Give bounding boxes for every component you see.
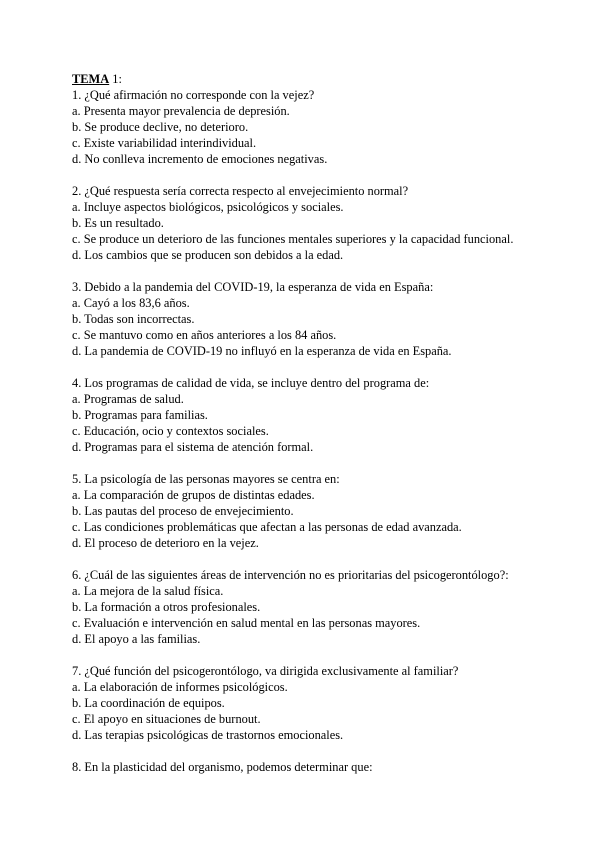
answer-option: d. Los cambios que se producen son debidos a la edad. [72,248,344,262]
answer-option: c. Educación, ocio y contextos sociales. [72,424,269,438]
answer-option: c. Se produce un deterioro de las funciones mentales superiores y la capacidad funcional. [72,232,514,246]
question-text: 5. La psicología de las personas mayores se centra en: [72,472,340,486]
tema-label: TEMA [72,72,110,86]
answer-option: d. La pandemia de COVID-19 no influyó en la esperanza de vida en España. [72,344,452,358]
answer-option: c. Las condiciones problemáticas que afectan a las personas de edad avanzada. [72,520,462,534]
answer-option: d. No conlleva incremento de emociones negativas. [72,152,328,166]
question-block [72,567,542,647]
question-block [72,183,542,263]
answer-option: d. Las terapias psicológicas de trastornos emocionales. [72,728,344,742]
answer-option: d. El apoyo a las familias. [72,632,201,646]
question-block [72,87,542,167]
answer-option: c. Evaluación e intervención en salud mental en las personas mayores. [72,616,421,630]
answer-option: a. La mejora de la salud física. [72,584,224,598]
document-page [72,71,542,791]
answer-option: b. La coordinación de equipos. [72,696,225,710]
question-block [72,375,542,455]
question-text: 8. En la plasticidad del organismo, podemos determinar que: [72,760,373,774]
question-text: 6. ¿Cuál de las siguientes áreas de intervención no es prioritarias del psicogerontólogo?: [72,568,509,582]
question-text: 3. Debido a la pandemia del COVID-19, la esperanza de vida en España: [72,280,434,294]
question-block [72,471,542,551]
question-list [72,87,542,775]
answer-option: b. Es un resultado. [72,216,164,230]
answer-option: b. Las pautas del proceso de envejecimiento. [72,504,294,518]
answer-option: a. La comparación de grupos de distintas edades. [72,488,315,502]
answer-option: a. Presenta mayor prevalencia de depresión. [72,104,290,118]
section-heading [72,71,542,87]
answer-option: a. Cayó a los 83,6 años. [72,296,190,310]
answer-option: a. La elaboración de informes psicológicos. [72,680,288,694]
answer-option: c. El apoyo en situaciones de burnout. [72,712,261,726]
question-text: 1. ¿Qué afirmación no corresponde con la vejez? [72,88,315,102]
answer-option: c. Existe variabilidad interindividual. [72,136,257,150]
answer-option: b. Programas para familias. [72,408,208,422]
answer-option: a. Programas de salud. [72,392,184,406]
question-block [72,663,542,743]
answer-option: a. Incluye aspectos biológicos, psicológicos y sociales. [72,200,344,214]
answer-option: d. Programas para el sistema de atención formal. [72,440,314,454]
answer-option: b. Todas son incorrectas. [72,312,195,326]
question-block [72,759,542,775]
question-text: 4. Los programas de calidad de vida, se incluye dentro del programa de: [72,376,430,390]
answer-option: d. El proceso de deterioro en la vejez. [72,536,259,550]
question-block [72,279,542,359]
question-text: 7. ¿Qué función del psicogerontólogo, va dirigida exclusivamente al familiar? [72,664,459,678]
answer-option: b. Se produce declive, no deterioro. [72,120,249,134]
tema-number: 1: [109,72,122,86]
answer-option: b. La formación a otros profesionales. [72,600,261,614]
question-text: 2. ¿Qué respuesta sería correcta respecto al envejecimiento normal? [72,184,409,198]
answer-option: c. Se mantuvo como en años anteriores a los 84 años. [72,328,337,342]
